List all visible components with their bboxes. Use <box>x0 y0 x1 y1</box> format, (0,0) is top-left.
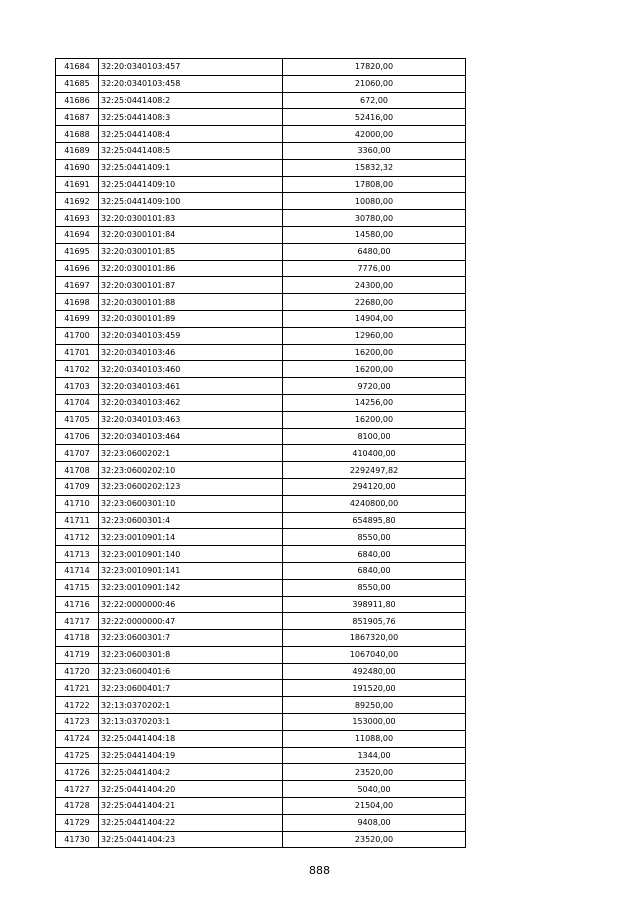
value-cell: 17820,00 <box>283 59 466 76</box>
value-cell: 5040,00 <box>283 781 466 798</box>
value-cell: 24300,00 <box>283 277 466 294</box>
row-number-cell: 41710 <box>56 495 99 512</box>
value-cell: 14580,00 <box>283 226 466 243</box>
value-cell: 2292497,82 <box>283 462 466 479</box>
row-number-cell: 41717 <box>56 613 99 630</box>
cadastral-number-cell: 32:25:0441404:2 <box>99 764 283 781</box>
table-row <box>56 394 466 411</box>
cadastral-number-cell: 32:20:0340103:464 <box>99 428 283 445</box>
value-cell: 8550,00 <box>283 579 466 596</box>
row-number-cell: 41701 <box>56 344 99 361</box>
cadastral-number-cell: 32:25:0441408:3 <box>99 109 283 126</box>
row-number-cell: 41729 <box>56 814 99 831</box>
value-cell: 11088,00 <box>283 730 466 747</box>
value-cell: 1067040,00 <box>283 646 466 663</box>
cadastral-number-cell: 32:25:0441404:19 <box>99 747 283 764</box>
row-number-cell: 41702 <box>56 361 99 378</box>
value-cell: 1867320,00 <box>283 630 466 647</box>
value-cell: 8100,00 <box>283 428 466 445</box>
cadastral-number-cell: 32:25:0441404:21 <box>99 798 283 815</box>
cadastral-number-cell: 32:22:0000000:46 <box>99 596 283 613</box>
value-cell: 17808,00 <box>283 176 466 193</box>
cadastral-number-cell: 32:23:0600301:10 <box>99 495 283 512</box>
table-row <box>56 714 466 731</box>
cadastral-number-cell: 32:13:0370203:1 <box>99 714 283 731</box>
row-number-cell: 41692 <box>56 193 99 210</box>
table-row <box>56 59 466 76</box>
cadastral-number-cell: 32:23:0010901:14 <box>99 529 283 546</box>
table-row <box>56 75 466 92</box>
cadastral-number-cell: 32:20:0300101:85 <box>99 243 283 260</box>
cadastral-number-cell: 32:25:0441408:2 <box>99 92 283 109</box>
value-cell: 15832,32 <box>283 159 466 176</box>
cadastral-number-cell: 32:23:0600202:1 <box>99 445 283 462</box>
table-row <box>56 781 466 798</box>
table-row <box>56 814 466 831</box>
row-number-cell: 41728 <box>56 798 99 815</box>
value-cell: 4240800,00 <box>283 495 466 512</box>
value-cell: 16200,00 <box>283 411 466 428</box>
cadastral-number-cell: 32:20:0300101:86 <box>99 260 283 277</box>
table-row <box>56 529 466 546</box>
value-cell: 9408,00 <box>283 814 466 831</box>
cadastral-number-cell: 32:25:0441409:10 <box>99 176 283 193</box>
value-cell: 23520,00 <box>283 764 466 781</box>
value-cell: 30780,00 <box>283 210 466 227</box>
table-row <box>56 210 466 227</box>
table-row <box>56 193 466 210</box>
row-number-cell: 41712 <box>56 529 99 546</box>
table-row <box>56 747 466 764</box>
value-cell: 398911,80 <box>283 596 466 613</box>
row-number-cell: 41716 <box>56 596 99 613</box>
row-number-cell: 41722 <box>56 697 99 714</box>
row-number-cell: 41720 <box>56 663 99 680</box>
row-number-cell: 41699 <box>56 310 99 327</box>
row-number-cell: 41707 <box>56 445 99 462</box>
value-cell: 8550,00 <box>283 529 466 546</box>
value-cell: 89250,00 <box>283 697 466 714</box>
row-number-cell: 41691 <box>56 176 99 193</box>
value-cell: 672,00 <box>283 92 466 109</box>
value-cell: 22680,00 <box>283 294 466 311</box>
value-cell: 6840,00 <box>283 562 466 579</box>
cadastral-number-cell: 32:23:0600301:8 <box>99 646 283 663</box>
value-cell: 42000,00 <box>283 126 466 143</box>
row-number-cell: 41709 <box>56 478 99 495</box>
value-cell: 153000,00 <box>283 714 466 731</box>
value-cell: 410400,00 <box>283 445 466 462</box>
cadastral-number-cell: 32:23:0010901:140 <box>99 546 283 563</box>
cadastral-number-cell: 32:20:0300101:84 <box>99 226 283 243</box>
cadastral-number-cell: 32:20:0340103:461 <box>99 378 283 395</box>
table-row <box>56 596 466 613</box>
table-row <box>56 546 466 563</box>
cadastral-number-cell: 32:25:0441409:1 <box>99 159 283 176</box>
value-cell: 9720,00 <box>283 378 466 395</box>
table-row <box>56 361 466 378</box>
value-cell: 52416,00 <box>283 109 466 126</box>
cadastral-number-cell: 32:25:0441404:22 <box>99 814 283 831</box>
table-row <box>56 831 466 848</box>
cadastral-number-cell: 32:20:0300101:83 <box>99 210 283 227</box>
table-row <box>56 495 466 512</box>
row-number-cell: 41689 <box>56 142 99 159</box>
row-number-cell: 41695 <box>56 243 99 260</box>
table-row <box>56 680 466 697</box>
page-number: 888 <box>309 864 330 877</box>
row-number-cell: 41723 <box>56 714 99 731</box>
table-row <box>56 579 466 596</box>
row-number-cell: 41694 <box>56 226 99 243</box>
row-number-cell: 41696 <box>56 260 99 277</box>
cadastral-number-cell: 32:20:0300101:89 <box>99 310 283 327</box>
cadastral-number-cell: 32:23:0600202:123 <box>99 478 283 495</box>
value-cell: 1344,00 <box>283 747 466 764</box>
table-row <box>56 562 466 579</box>
row-number-cell: 41684 <box>56 59 99 76</box>
row-number-cell: 41715 <box>56 579 99 596</box>
value-cell: 6480,00 <box>283 243 466 260</box>
table-row <box>56 294 466 311</box>
row-number-cell: 41725 <box>56 747 99 764</box>
table-row <box>56 462 466 479</box>
row-number-cell: 41703 <box>56 378 99 395</box>
cadastral-number-cell: 32:25:0441408:4 <box>99 126 283 143</box>
cadastral-number-cell: 32:20:0340103:457 <box>99 59 283 76</box>
value-cell: 654895,80 <box>283 512 466 529</box>
table-row <box>56 159 466 176</box>
value-cell: 6840,00 <box>283 546 466 563</box>
data-table <box>55 58 466 848</box>
table-row <box>56 109 466 126</box>
value-cell: 10080,00 <box>283 193 466 210</box>
cadastral-number-cell: 32:20:0340103:460 <box>99 361 283 378</box>
value-cell: 14256,00 <box>283 394 466 411</box>
value-cell: 12960,00 <box>283 327 466 344</box>
row-number-cell: 41713 <box>56 546 99 563</box>
row-number-cell: 41727 <box>56 781 99 798</box>
row-number-cell: 41698 <box>56 294 99 311</box>
cadastral-number-cell: 32:20:0340103:462 <box>99 394 283 411</box>
row-number-cell: 41706 <box>56 428 99 445</box>
value-cell: 3360,00 <box>283 142 466 159</box>
table-row <box>56 428 466 445</box>
table-row <box>56 613 466 630</box>
cadastral-number-cell: 32:23:0010901:141 <box>99 562 283 579</box>
row-number-cell: 41714 <box>56 562 99 579</box>
row-number-cell: 41726 <box>56 764 99 781</box>
table-row <box>56 92 466 109</box>
cadastral-number-cell: 32:25:0441404:20 <box>99 781 283 798</box>
table-row <box>56 764 466 781</box>
row-number-cell: 41687 <box>56 109 99 126</box>
row-number-cell: 41686 <box>56 92 99 109</box>
table-row <box>56 630 466 647</box>
value-cell: 21060,00 <box>283 75 466 92</box>
table-row <box>56 478 466 495</box>
value-cell: 851905,76 <box>283 613 466 630</box>
cadastral-number-cell: 32:23:0600202:10 <box>99 462 283 479</box>
value-cell: 16200,00 <box>283 344 466 361</box>
row-number-cell: 41688 <box>56 126 99 143</box>
table-row <box>56 646 466 663</box>
value-cell: 14904,00 <box>283 310 466 327</box>
table-row <box>56 176 466 193</box>
row-number-cell: 41693 <box>56 210 99 227</box>
table-row <box>56 310 466 327</box>
row-number-cell: 41730 <box>56 831 99 848</box>
value-cell: 294120,00 <box>283 478 466 495</box>
cadastral-number-cell: 32:13:0370202:1 <box>99 697 283 714</box>
table-row <box>56 697 466 714</box>
table-row <box>56 663 466 680</box>
cadastral-number-cell: 32:23:0600301:7 <box>99 630 283 647</box>
table-row <box>56 730 466 747</box>
cadastral-number-cell: 32:20:0300101:87 <box>99 277 283 294</box>
value-cell: 21504,00 <box>283 798 466 815</box>
table-row <box>56 142 466 159</box>
row-number-cell: 41708 <box>56 462 99 479</box>
table-body <box>56 59 466 848</box>
cadastral-number-cell: 32:22:0000000:47 <box>99 613 283 630</box>
row-number-cell: 41700 <box>56 327 99 344</box>
value-cell: 16200,00 <box>283 361 466 378</box>
row-number-cell: 41705 <box>56 411 99 428</box>
cadastral-number-cell: 32:23:0600401:6 <box>99 663 283 680</box>
cadastral-number-cell: 32:23:0010901:142 <box>99 579 283 596</box>
table-row <box>56 126 466 143</box>
value-cell: 7776,00 <box>283 260 466 277</box>
value-cell: 23520,00 <box>283 831 466 848</box>
row-number-cell: 41721 <box>56 680 99 697</box>
row-number-cell: 41704 <box>56 394 99 411</box>
row-number-cell: 41685 <box>56 75 99 92</box>
row-number-cell: 41724 <box>56 730 99 747</box>
table-row <box>56 277 466 294</box>
cadastral-number-cell: 32:20:0340103:46 <box>99 344 283 361</box>
cadastral-number-cell: 32:20:0340103:458 <box>99 75 283 92</box>
row-number-cell: 41711 <box>56 512 99 529</box>
table-row <box>56 327 466 344</box>
cadastral-number-cell: 32:20:0300101:88 <box>99 294 283 311</box>
table-row <box>56 512 466 529</box>
table-row <box>56 226 466 243</box>
cadastral-number-cell: 32:20:0340103:463 <box>99 411 283 428</box>
table-row <box>56 798 466 815</box>
row-number-cell: 41690 <box>56 159 99 176</box>
cadastral-number-cell: 32:20:0340103:459 <box>99 327 283 344</box>
table-row <box>56 243 466 260</box>
table-row <box>56 445 466 462</box>
value-cell: 191520,00 <box>283 680 466 697</box>
cadastral-number-cell: 32:25:0441404:23 <box>99 831 283 848</box>
table-row <box>56 260 466 277</box>
value-cell: 492480,00 <box>283 663 466 680</box>
table-row <box>56 378 466 395</box>
table-row <box>56 344 466 361</box>
row-number-cell: 41718 <box>56 630 99 647</box>
cadastral-number-cell: 32:25:0441408:5 <box>99 142 283 159</box>
table-row <box>56 411 466 428</box>
row-number-cell: 41719 <box>56 646 99 663</box>
row-number-cell: 41697 <box>56 277 99 294</box>
cadastral-number-cell: 32:23:0600401:7 <box>99 680 283 697</box>
cadastral-number-cell: 32:25:0441409:100 <box>99 193 283 210</box>
cadastral-number-cell: 32:25:0441404:18 <box>99 730 283 747</box>
cadastral-number-cell: 32:23:0600301:4 <box>99 512 283 529</box>
